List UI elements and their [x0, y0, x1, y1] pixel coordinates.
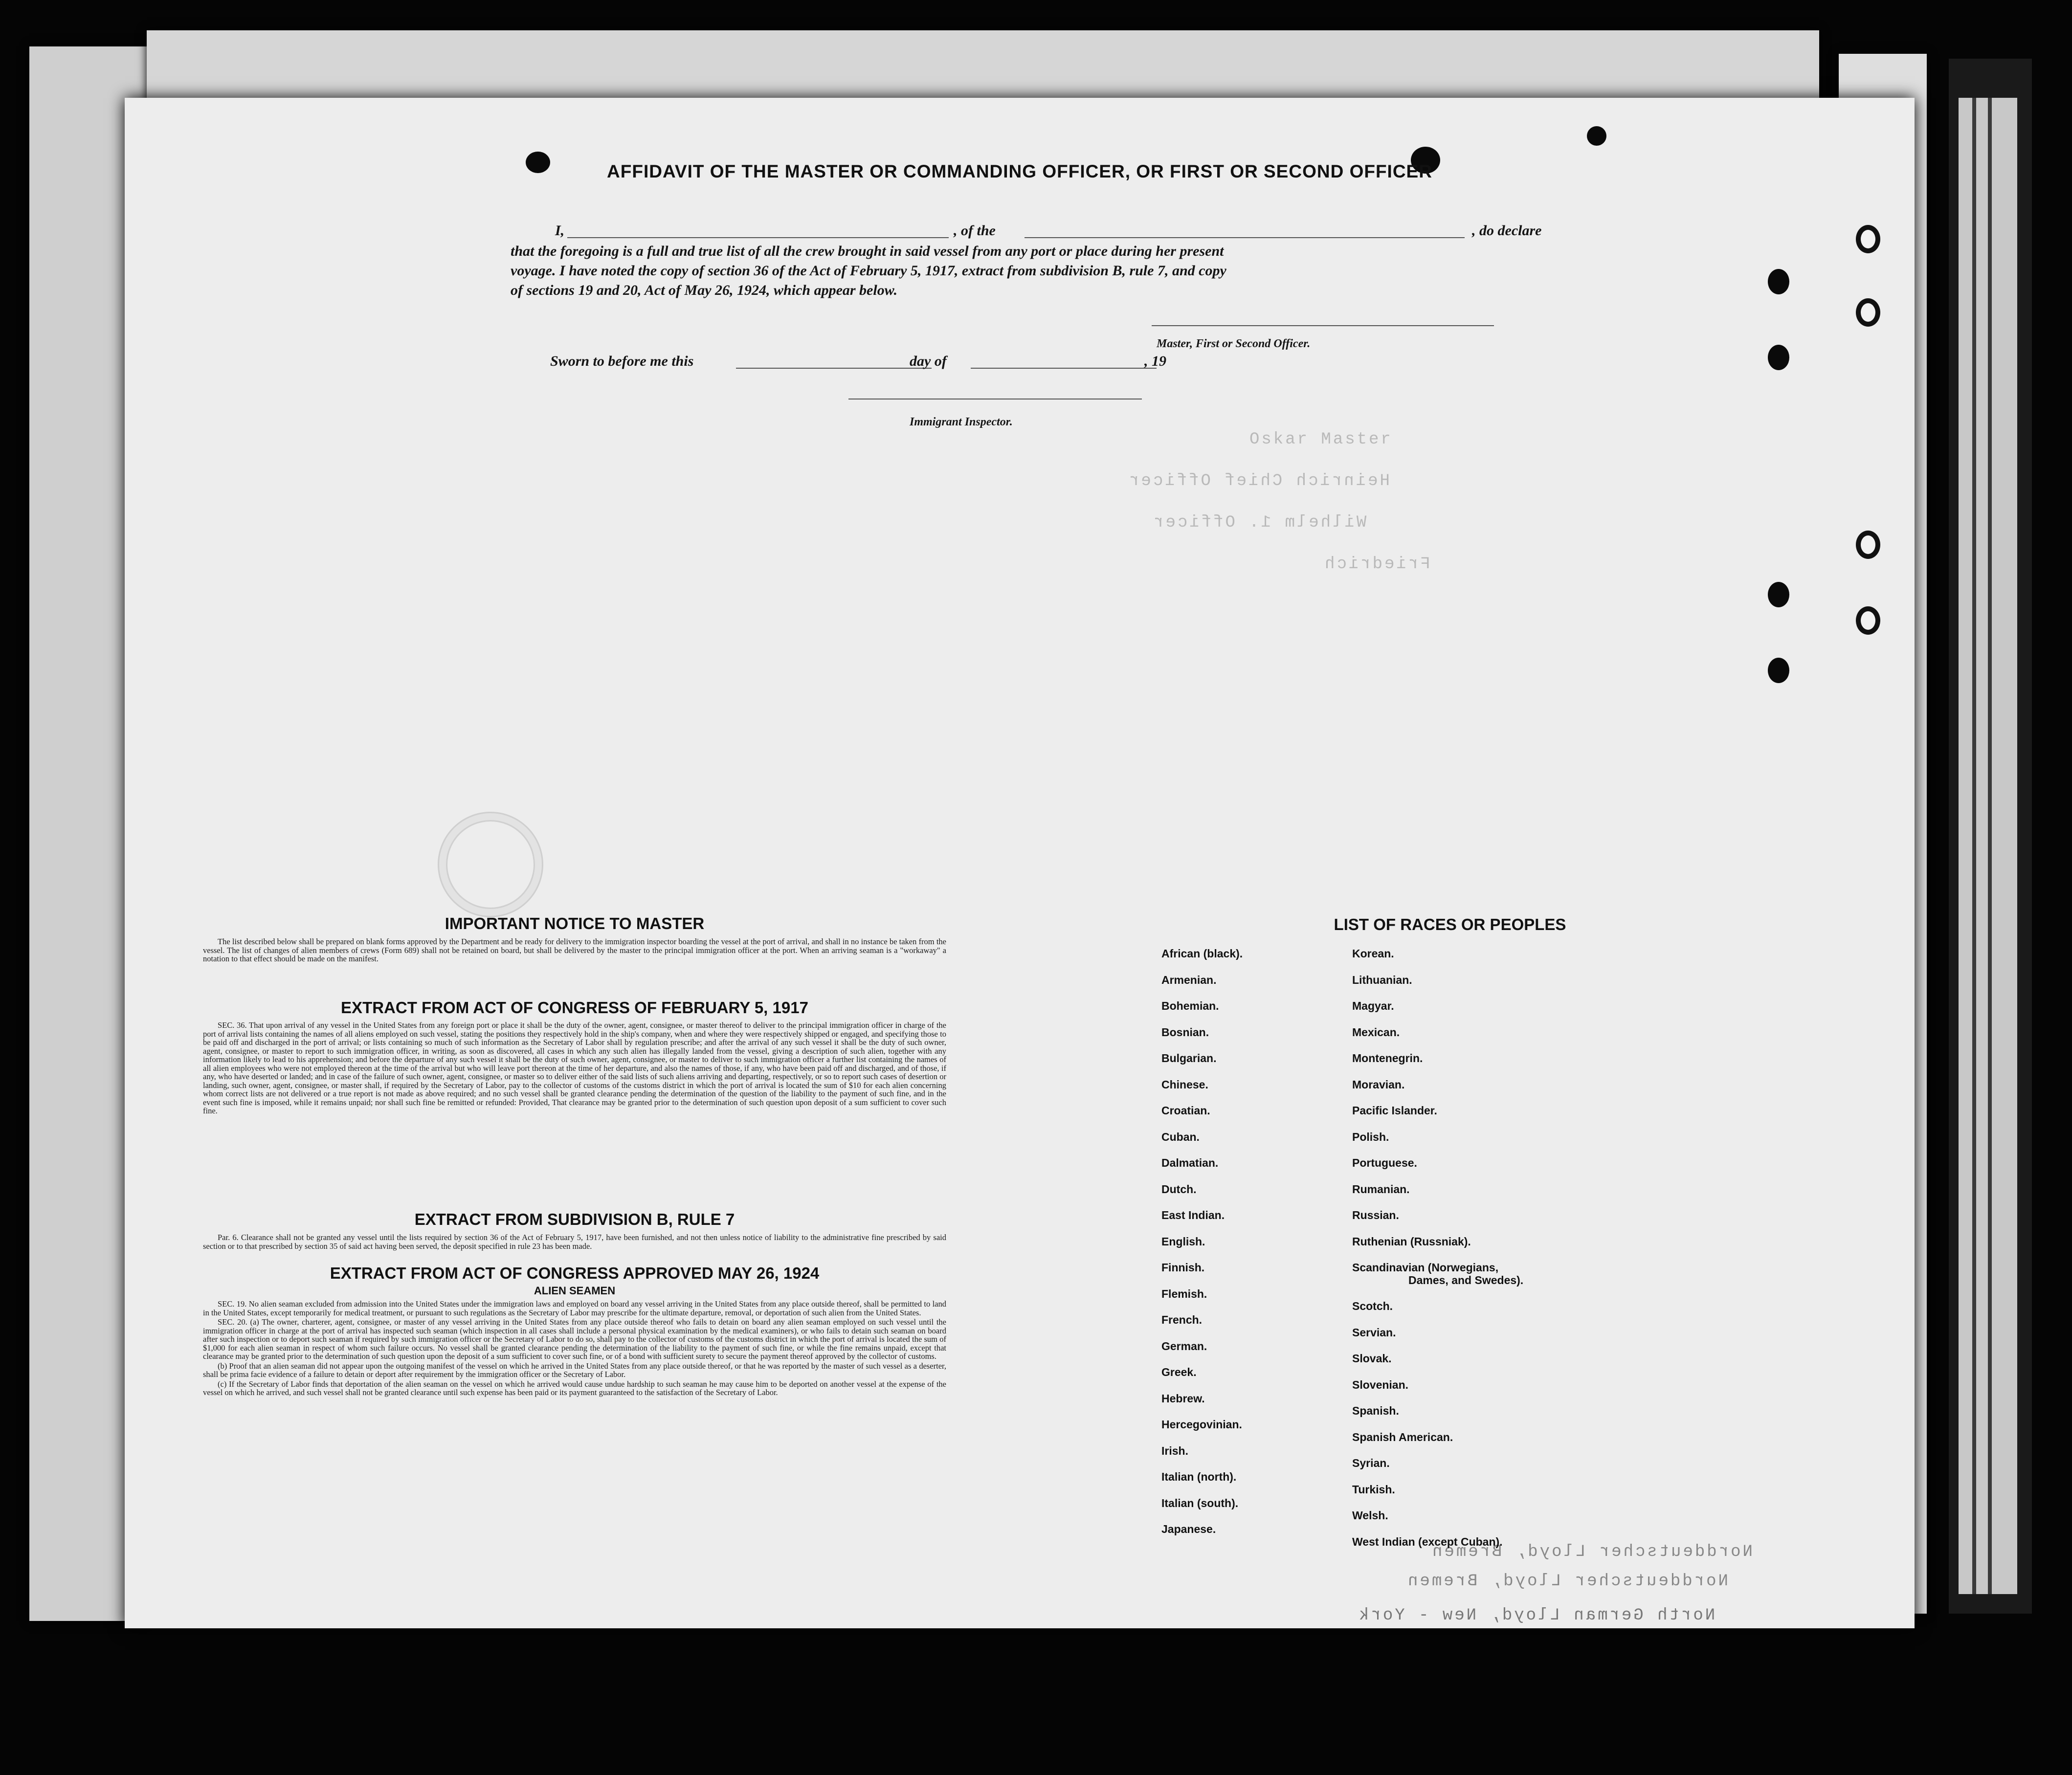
punch-hole: [1587, 126, 1606, 146]
race-item: Slovenian.: [1352, 1378, 1409, 1391]
bleed-footer-1: Norddeutscher Lloyd, Bremen: [1430, 1543, 1753, 1561]
race-item: Slovak.: [1352, 1352, 1392, 1365]
bleed-row-2: Heinrich Chief Officer: [1127, 472, 1390, 490]
race-item: Scandinavian (Norwegians,: [1352, 1261, 1499, 1274]
race-item: Dalmatian.: [1161, 1156, 1219, 1169]
binder-hole: [1856, 225, 1880, 253]
affidavit-declare: , do declare: [1472, 222, 1542, 239]
extract-1924-text: [203, 1300, 946, 1398]
race-item: Spanish American.: [1352, 1430, 1453, 1443]
day-of-label: day of: [910, 353, 947, 369]
binder-strip: [1949, 59, 2032, 1614]
race-item: Chinese.: [1161, 1078, 1208, 1091]
inspector-label: Immigrant Inspector.: [910, 416, 1013, 428]
sec19-paragraph: SEC. 19. No alien seaman excluded from admission into the United States under the immigration laws and employed on board any vessel arriving in the United States from any place outside thereof, shall be permitted to land in the United States, except temporarily for medical treatment, or pursuant to such regulations as the Secretary of Labor may prescribe for the ultimate departure, removal, or deportation of such alien from the United States.: [203, 1299, 946, 1317]
vessel-blank: [1025, 237, 1465, 238]
race-item: Dames, and Swedes).: [1408, 1273, 1524, 1287]
race-item: Russian.: [1352, 1209, 1399, 1221]
alien-seamen-subheading: ALIEN SEAMEN: [534, 1285, 616, 1297]
races-title: LIST OF RACES OR PEOPLES: [1334, 915, 1566, 933]
month-blank: [971, 368, 1157, 369]
race-item: Hebrew.: [1161, 1392, 1205, 1405]
affidavit-line-4: of sections 19 and 20, Act of May 26, 1924, which appear below.: [511, 282, 898, 298]
notice-text: [203, 937, 946, 964]
affidavit-of-the: , of the: [954, 222, 996, 239]
race-item: Korean.: [1352, 947, 1394, 960]
bleed-footer-2: Norddeutscher Lloyd, Bremen: [1406, 1572, 1728, 1591]
extract-1917-text: [203, 1021, 946, 1116]
sec20a-paragraph: SEC. 20. (a) The owner, charterer, agent, consignee, or master of any vessel arriving in the United States from any place outside thereof who fails to detain on board any alien seaman employed on such vessel until the immigration officer in charge at the port of arrival has inspected such seaman (which inspection in all cases shall include a personal physical examination by the medical examiners), or who fails to detain such seaman on board after such inspection or to deport such seaman if required by such immigration officer or the Secretary of Labor to do so, shall pay to the collector of customs of the customs district in which the port of arrival is located the sum of $1,000 for each alien seaman in respect of whom such failure occurs. No vessel shall be granted clearance pending the determination of the liability to the payment of such fine, or while the fine remains unpaid, except that clearance may be granted prior to the determination of such question upon the deposit of a sum sufficient to cover such fine, or of a bond with sufficient surety to secure the payment thereof approved by the collector of customs.: [203, 1317, 946, 1361]
race-item: Hercegovinian.: [1161, 1418, 1242, 1431]
binder-hole: [1856, 531, 1880, 559]
race-item: Dutch.: [1161, 1182, 1197, 1196]
race-item: Bosnian.: [1161, 1025, 1209, 1039]
race-item: West Indian (except Cuban).: [1352, 1535, 1503, 1548]
race-item: Portuguese.: [1352, 1156, 1417, 1169]
race-item: Flemish.: [1161, 1287, 1207, 1300]
race-item: Rumanian.: [1352, 1182, 1410, 1196]
race-item: German.: [1161, 1339, 1207, 1353]
race-item: East Indian.: [1161, 1209, 1225, 1221]
race-item: African (black).: [1161, 947, 1243, 960]
sworn-day-blank: [736, 368, 932, 369]
faded-seal: [438, 812, 543, 917]
race-item: Pacific Islander.: [1352, 1104, 1437, 1117]
race-item: Moravian.: [1352, 1078, 1405, 1091]
race-item: Lithuanian.: [1352, 973, 1412, 986]
bleed-row-4: Friedrich: [1323, 555, 1430, 574]
race-item: Irish.: [1161, 1444, 1188, 1457]
race-item: Bohemian.: [1161, 999, 1219, 1012]
race-item: Italian (south).: [1161, 1496, 1239, 1509]
race-item: Mexican.: [1352, 1025, 1400, 1039]
master-label: Master, First or Second Officer.: [1157, 337, 1311, 350]
name-blank: [567, 237, 949, 238]
race-item: Finnish.: [1161, 1261, 1205, 1274]
bleed-row-3: Wilhelm 1. Officer: [1152, 513, 1367, 532]
race-item: Bulgarian.: [1161, 1052, 1217, 1065]
race-item: Magyar.: [1352, 999, 1394, 1012]
affidavit-line-3: voyage. I have noted the copy of section 36 of the Act of February 5, 1917, extract from subdivision B, rule 7, and copy: [511, 263, 1226, 279]
race-item: Italian (north).: [1161, 1470, 1237, 1483]
notice-paragraph: The list described below shall be prepared on blank forms approved by the Department and be ready for delivery to the immigration inspector boarding the vessel at the port of arrival, and shall in no instance be taken from the vessel. The list of changes of alien members of crews (Form 689) shall not be retained on board, but shall be delivered by the master to the principal immigration officer at the port. When an arriving seaman is a "workaway" a notation to that effect should be made on the manifest.: [203, 937, 946, 963]
affidavit-line-2: that the foregoing is a full and true list of all the crew brought in said vessel from any port or place during her present: [511, 243, 1224, 259]
binder-hole: [1856, 298, 1880, 327]
sec20c-paragraph: (c) If the Secretary of Labor finds that deportation of the alien seaman on the vessel on which he arrived would cause undue hardship to such seaman he may cause him to be deported on another vessel at the expense of the vessel on which he arrived, and such vessel shall not be granted clearance until such expense has been paid or its payment guaranteed to the satisfaction of the Secretary of Labor.: [203, 1379, 946, 1397]
race-item: English.: [1161, 1235, 1205, 1248]
race-item: Armenian.: [1161, 973, 1217, 986]
race-item: Cuban.: [1161, 1130, 1200, 1143]
binder-hole: [1768, 269, 1789, 294]
affidavit-title: AFFIDAVIT OF THE MASTER OR COMMANDING OFFICER, OR FIRST OR SECOND OFFICER: [607, 161, 1432, 181]
sec36-paragraph: SEC. 36. That upon arrival of any vessel in the United States from any foreign port or place it shall be the duty of the owner, agent, consignee, or master thereof to deliver to the principal immigration officer in charge of the port of arrival lists containing the names of all aliens employed on such vessel, stating the positions they respectively hold in the ship's company, when and where they were respectively shipped or engaged, and specifying those to be paid off and discharged in the port of arrival; or lists containing so much of such information as the Secretary of Labor shall by regulation prescribe; and after the arrival of any such vessel it shall be the duty of such owner, agent, consignee, or master to report to such immigration officer, in writing, as soon as discovered, all cases in which any such alien has illegally landed from the vessel, giving a description of such alien, together with any information likely to lead to his apprehension; and before the departure of any such vessel it shall be the duty of such owner, agent, consignee, or master to deliver to such immigration officer a further list containing the names of all alien employees who were not employed thereon at the time of the arrival but who will leave port thereon at the time of her departure, and also the names of those, if any, who have been paid off and discharged, and of those, if any, who have deserted or landed; and in case of the failure of such owner, agent, consignee, or master so to deliver either of the said lists of such aliens arriving and departing, respectively, or so to report such cases of desertion or landing, such owner, agent, consignee, or master shall, if required by the Secretary of Labor, pay to the collector of customs of the customs district in which the port of arrival is located the sum of $10 for each alien concerning whom correct lists are not delivered or a true report is not made as above required; and no such vessel shall be granted clearance pending the determination of the question of the liability to the payment of such fine, and in the event such fine is imposed, while it remains unpaid; nor shall such fine be remitted or refunded: Provided, That clearance may be granted prior to the determination of such question upon deposit of a sum sufficient to cover such fine.: [203, 1021, 946, 1115]
race-item: French.: [1161, 1313, 1203, 1326]
binder-hole: [1768, 658, 1789, 683]
extract-1924-heading: EXTRACT FROM ACT OF CONGRESS APPROVED MAY 26, 1924: [330, 1264, 820, 1282]
notice-heading: IMPORTANT NOTICE TO MASTER: [445, 914, 705, 932]
master-signature-line: [1152, 325, 1494, 326]
race-item: Servian.: [1352, 1326, 1396, 1339]
race-item: Scotch.: [1352, 1300, 1393, 1312]
bleed-row-1: Oskar Master: [1249, 430, 1393, 449]
year-label: , 19: [1144, 353, 1166, 369]
sworn-label: Sworn to before me this: [550, 353, 694, 369]
subdivision-text: [203, 1233, 946, 1251]
race-item: Greek.: [1161, 1366, 1197, 1378]
binder-hole: [1856, 606, 1880, 635]
race-item: Montenegrin.: [1352, 1052, 1423, 1065]
bleed-footer-3: North German Lloyd, New - York: [1357, 1606, 1716, 1625]
race-item: Turkish.: [1352, 1483, 1395, 1496]
race-item: Croatian.: [1161, 1104, 1210, 1117]
race-item: Welsh.: [1352, 1509, 1388, 1522]
affidavit-i: I,: [555, 222, 565, 239]
binder-hole: [1768, 582, 1789, 607]
subdivision-heading: EXTRACT FROM SUBDIVISION B, RULE 7: [414, 1210, 735, 1228]
race-item: Polish.: [1352, 1130, 1389, 1143]
race-item: Japanese.: [1161, 1523, 1216, 1535]
extract-1917-heading: EXTRACT FROM ACT OF CONGRESS OF FEBRUARY 5, 1917: [341, 998, 808, 1017]
race-item: Spanish.: [1352, 1404, 1399, 1417]
crew-manifest-page: [125, 98, 1915, 1628]
binder-hole: [1768, 345, 1789, 370]
par6-paragraph: Par. 6. Clearance shall not be granted any vessel until the lists required by section 36 of the Act of February 5, 1917, have been furnished, and not then unless notice of liability to the administrative fine prescribed by said section or to that prescribed by section 35 of said act having been served, the deposit specified in rule 23 has been made.: [203, 1233, 946, 1251]
race-item: Syrian.: [1352, 1457, 1390, 1469]
sec20b-paragraph: (b) Proof that an alien seaman did not appear upon the outgoing manifest of the vessel on which he arrived in the United States from any place outside thereof, or that he was reported by the master of such vessel as a deserter, shall be prima facie evidence of a failure to detain or deport after requirement by the immigration officer or the Secretary of Labor.: [203, 1361, 946, 1379]
race-item: Ruthenian (Russniak).: [1352, 1235, 1471, 1248]
